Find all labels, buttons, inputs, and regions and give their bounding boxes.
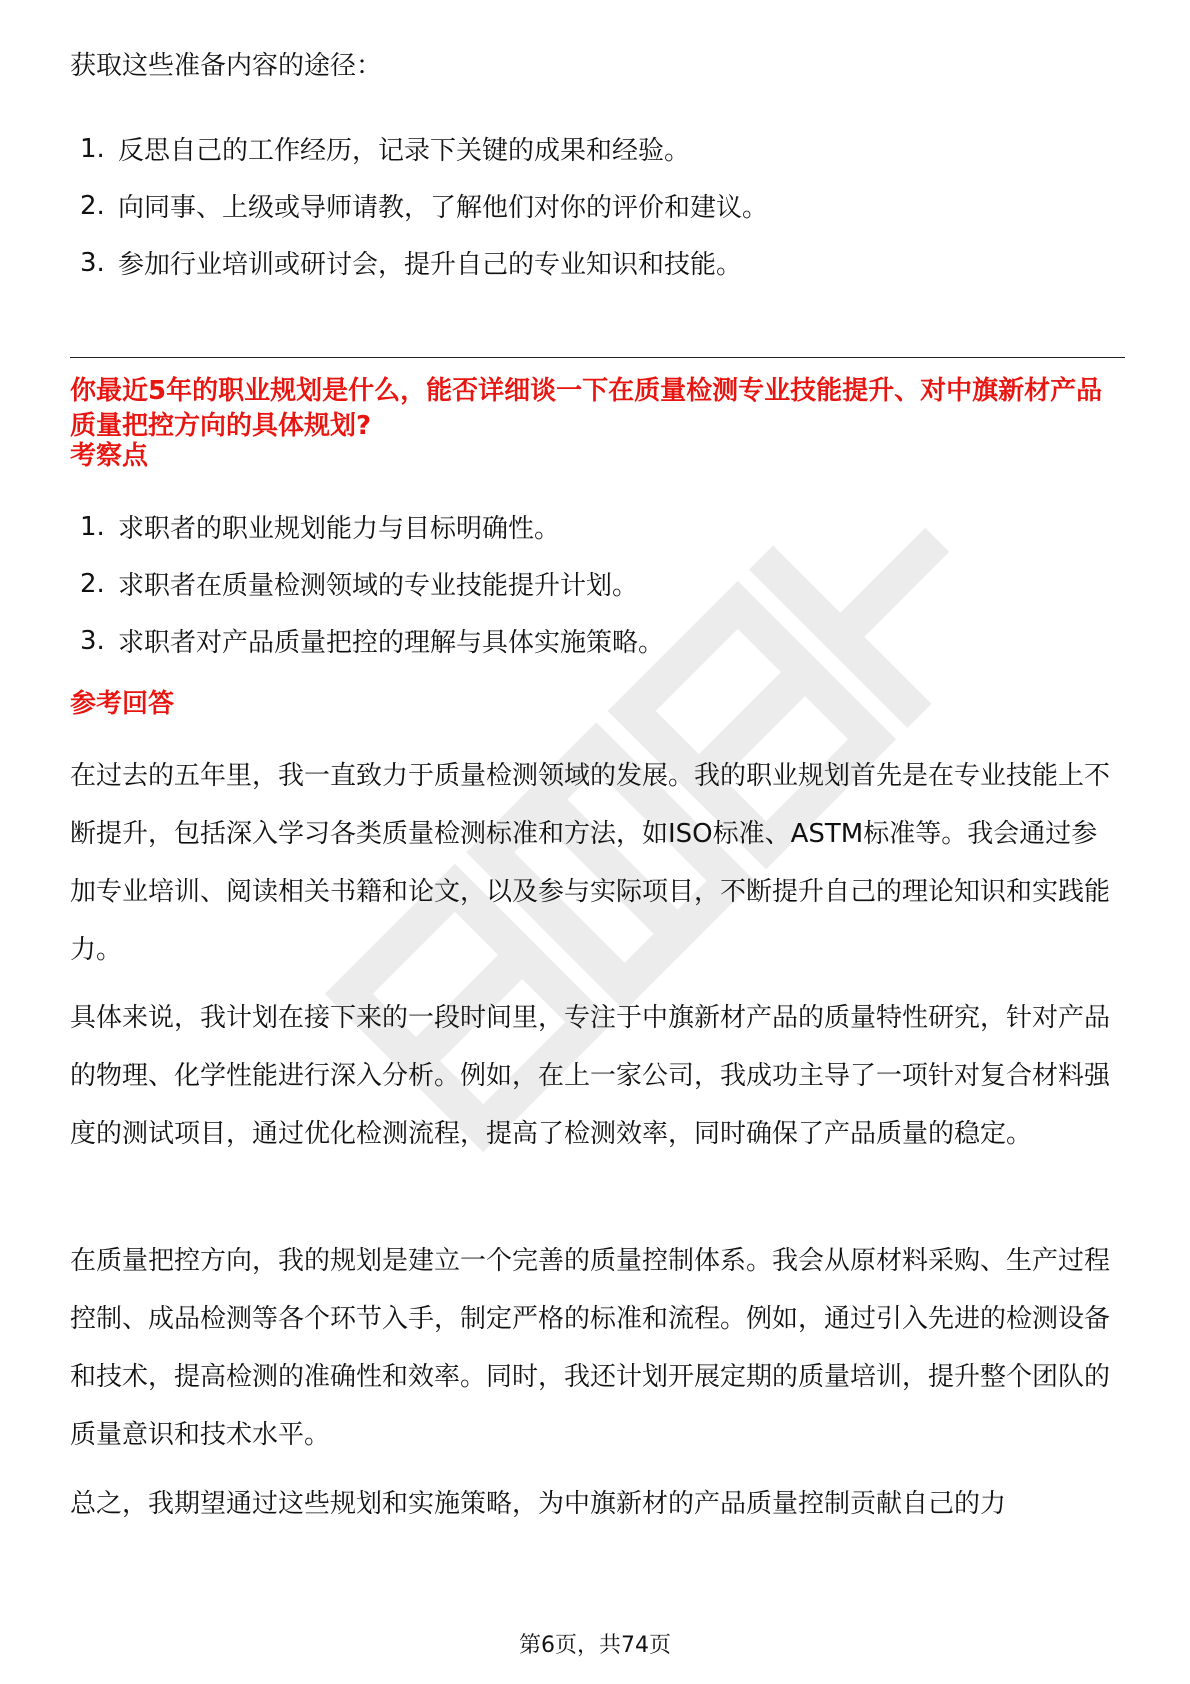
answer-paragraph: 总之，我期望通过这些规划和实施策略，为中旗新材的产品质量控制贡献自己的力 bbox=[70, 1489, 1007, 1519]
section-divider bbox=[70, 357, 1125, 358]
list-item bbox=[80, 555, 664, 612]
answer-paragraph: 在质量把控方向，我的规划是建立一个完善的质量控制体系。我会从原材料采购、生产过程控制、成品检测等各个环节入手，制定严格的标准和流程。例如，通过引入先进的检测设备和技术，提高检测的准确性和效率。同时，我还计划开展定期的质量培训，提升整个团队的质量意识和技术水平。 bbox=[70, 1246, 1111, 1450]
list-item bbox=[80, 177, 768, 234]
list-number: 2. bbox=[80, 190, 105, 221]
list-number: 1. bbox=[80, 511, 105, 542]
list-text: 向同事、上级或导师请教，了解他们对你的评价和建议。 bbox=[118, 193, 769, 223]
list-item bbox=[80, 120, 768, 177]
answer-paragraph: 在过去的五年里，我一直致力于质量检测领域的发展。我的职业规划首先是在专业技能上不断提升，包括深入学习各类质量检测标准和方法，如ISO标准、ASTM标准等。我会通过参加专业培训、阅读相关书籍和论文，以及参与实际项目，不断提升自己的理论知识和实践能力。 bbox=[70, 761, 1111, 965]
page-number: 第6页，共74页 bbox=[519, 1633, 671, 1658]
answer-label: 参考回答 bbox=[70, 689, 175, 719]
list-item bbox=[80, 612, 664, 669]
list-number: 3. bbox=[80, 625, 105, 656]
list-number: 2. bbox=[80, 568, 105, 599]
intro-text: 获取这些准备内容的途径： bbox=[70, 51, 383, 81]
focus-label: 考察点 bbox=[70, 441, 149, 471]
list-text: 反思自己的工作经历，记录下关键的成果和经验。 bbox=[118, 136, 691, 166]
list-number: 1. bbox=[80, 133, 105, 164]
list-text: 参加行业培训或研讨会，提升自己的专业知识和技能。 bbox=[118, 250, 743, 280]
list-text: 求职者在质量检测领域的专业技能提升计划。 bbox=[118, 571, 639, 601]
list-text: 求职者对产品质量把控的理解与具体实施策略。 bbox=[118, 628, 665, 658]
question-heading: 你最近5年的职业规划是什么，能否详细谈一下在质量检测专业技能提升、对中旗新材产品质量把控方向的具体规划? bbox=[70, 376, 1103, 441]
list-number: 3. bbox=[80, 247, 105, 278]
ways-list bbox=[80, 120, 768, 291]
list-item bbox=[80, 234, 768, 291]
answer-paragraph: 具体来说，我计划在接下来的一段时间里，专注于中旗新材产品的质量特性研究，针对产品的物理、化学性能进行深入分析。例如，在上一家公司，我成功主导了一项针对复合材料强度的测试项目，通过优化检测流程，提高了检测效率，同时确保了产品质量的稳定。 bbox=[70, 1003, 1111, 1149]
list-item bbox=[80, 498, 664, 555]
focus-list bbox=[80, 498, 664, 669]
list-text: 求职者的职业规划能力与目标明确性。 bbox=[118, 514, 561, 544]
